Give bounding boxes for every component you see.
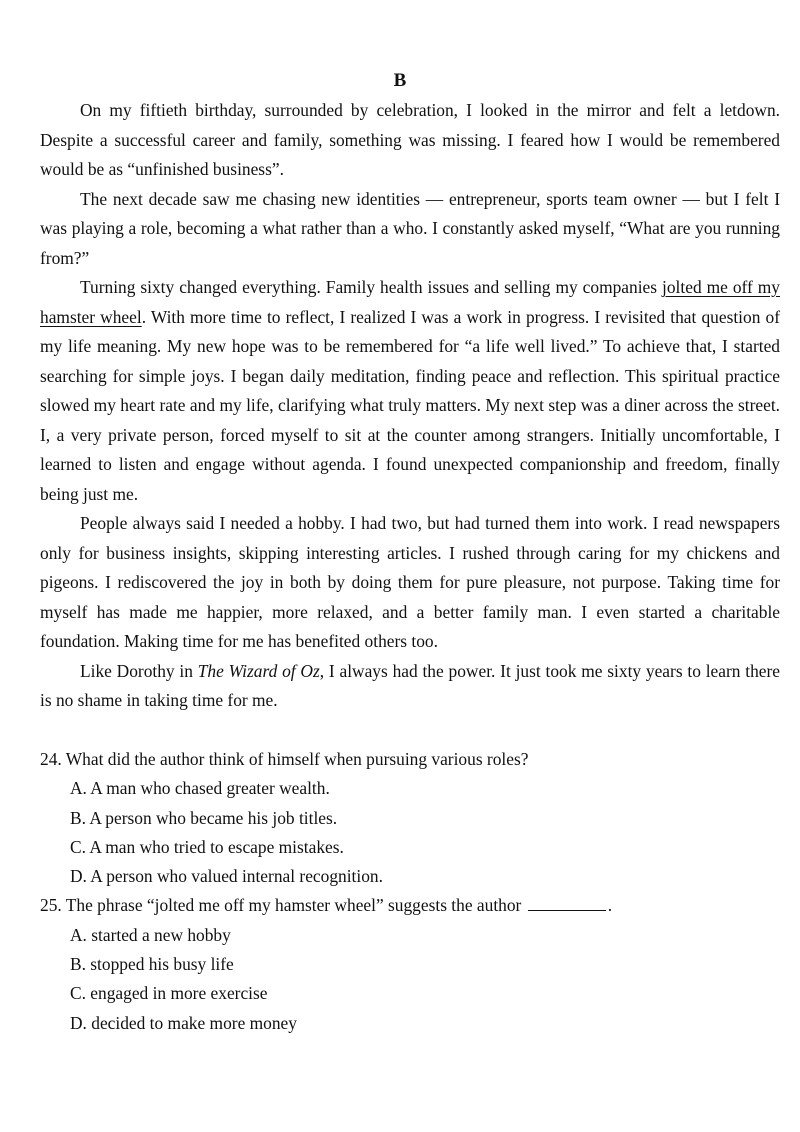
question-25-option-b[interactable]: B. stopped his busy life bbox=[70, 954, 234, 975]
question-25-option-d[interactable]: D. decided to make more money bbox=[70, 1012, 297, 1033]
passage-paragraph-2: The next decade saw me chasing new identities — entrepreneur, sports team owner — but I felt I was playing a role, becoming a what rather than a who. I constantly asked myself, “What are you running from?” bbox=[40, 188, 780, 268]
passage-paragraph-3 bbox=[40, 273, 780, 509]
question-25-stem-text: 25. The phrase “jolted me off my hamster wheel” suggests the author bbox=[40, 895, 522, 916]
question-25-option-a[interactable]: A. started a new hobby bbox=[70, 924, 231, 945]
question-24-stem: 24. What did the author think of himself when pursuing various roles? bbox=[40, 749, 529, 769]
question-24-option-c[interactable]: C. A man who tried to escape mistakes. bbox=[70, 836, 344, 857]
book-title: The Wizard of Oz bbox=[197, 660, 320, 681]
section-heading: B bbox=[393, 70, 407, 91]
question-24-option-a[interactable]: A. A man who chased greater wealth. bbox=[70, 778, 330, 799]
question-24 bbox=[40, 745, 780, 891]
question-list bbox=[40, 745, 780, 1038]
answer-blank[interactable] bbox=[528, 892, 606, 911]
paragraph-3-lead: Turning sixty changed everything. Family health issues and selling my companies bbox=[80, 277, 663, 297]
passage-paragraph-5 bbox=[40, 657, 780, 716]
reading-passage bbox=[40, 96, 780, 716]
paragraph-5-lead: Like Dorothy in bbox=[80, 660, 198, 681]
question-25-stem bbox=[40, 891, 780, 920]
question-24-option-d[interactable]: D. A person who valued internal recognition. bbox=[70, 866, 383, 887]
paragraph-3-rest: . With more time to reflect, I realized I was a work in progress. I revisited that question of my life meaning. My new hope was to be remembered for “a life well lived.” To achieve that, I started searching for simple joys. I began daily meditation, finding peace and reflection. This spiritual practice slowed my heart rate and my life, clarifying what truly matters. My next step was a diner across the street. I, a very private person, forced myself to sit at the counter among strangers. Initially uncomfortable, I learned to listen and engage without agenda. I found unexpected companionship and freedom, finally being just me. bbox=[40, 306, 780, 504]
passage-paragraph-4: People always said I needed a hobby. I had two, but had turned them into work. I read newspapers only for business insights, skipping interesting articles. I rushed through caring for my chickens and pigeons. I rediscovered the joy in both by doing them for pure pleasure, not purpose. Taking time for myself has made me happier, more relaxed, and a better family man. I even started a charitable foundation. Making time for me has benefited others too. bbox=[40, 513, 780, 651]
question-24-option-b[interactable]: B. A person who became his job titles. bbox=[70, 807, 338, 828]
underlined-phrase: jolted me off my hamster wheel bbox=[40, 277, 780, 327]
passage-paragraph-1: On my fiftieth birthday, surrounded by celebration, I looked in the mirror and felt a letdown. Despite a successful career and family, something was missing. I feared how I would be remembered would be as “unfinished business”. bbox=[40, 100, 780, 179]
question-25-stem-end: . bbox=[607, 895, 613, 916]
question-25-option-c[interactable]: C. engaged in more exercise bbox=[70, 983, 268, 1004]
paragraph-5-rest: , I always had the power. It just took me sixty years to learn there is no shame in taking time for me. bbox=[40, 660, 781, 710]
question-25 bbox=[40, 891, 780, 1037]
